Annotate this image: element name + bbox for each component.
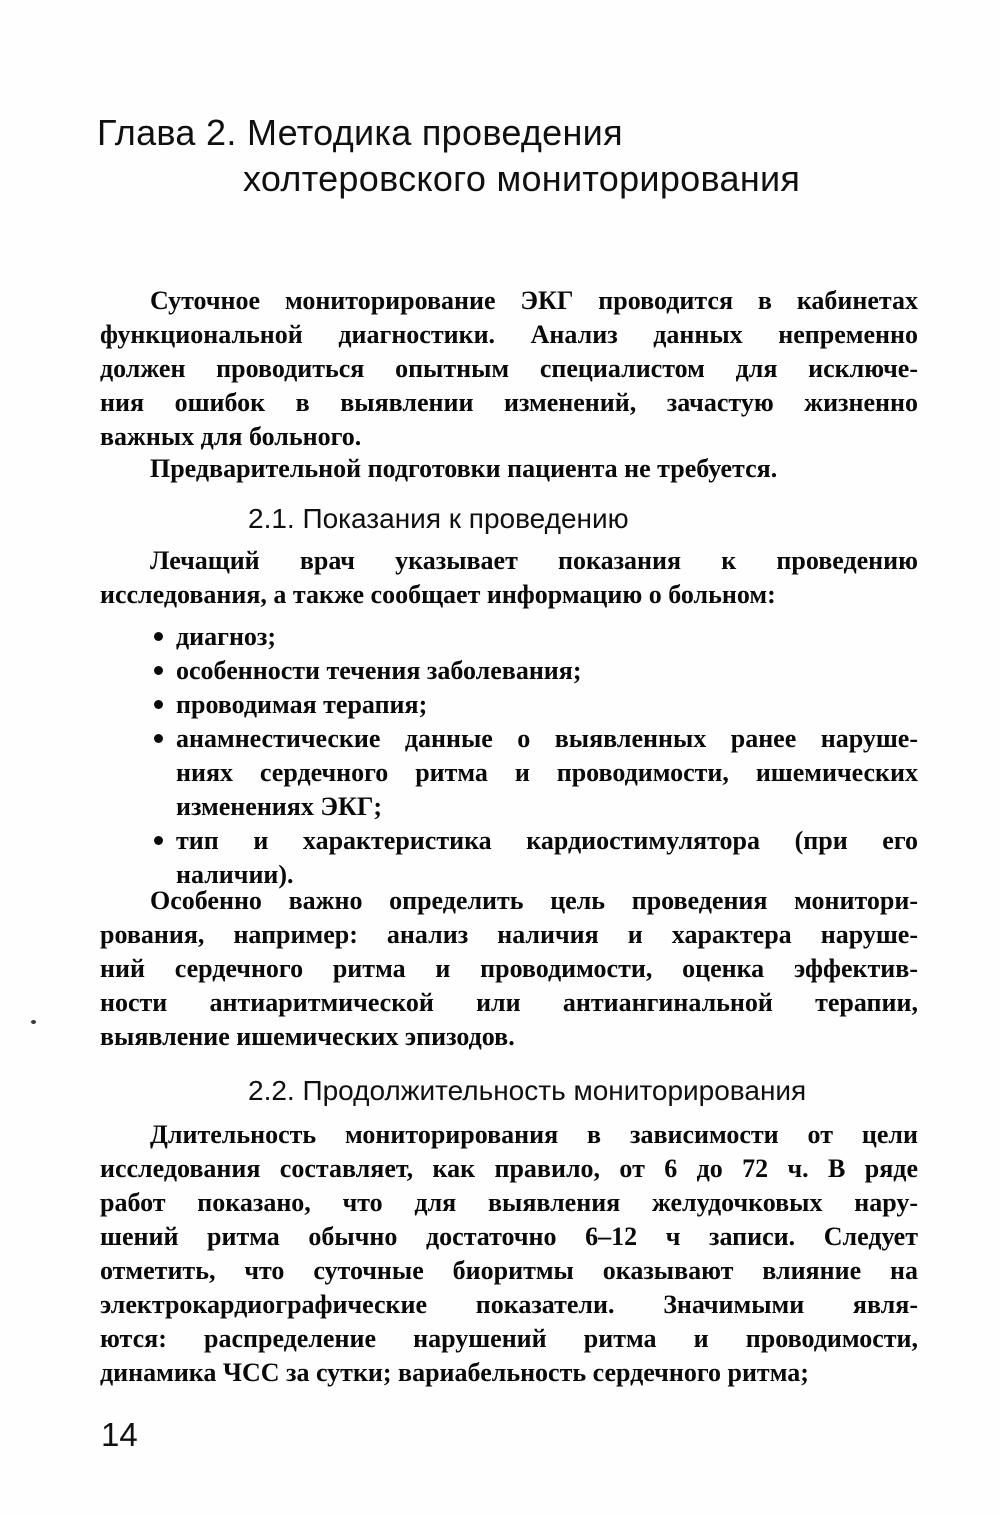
bullet-line: диагноз; (176, 622, 277, 651)
bullet-icon (154, 632, 163, 641)
bullet-item (100, 824, 918, 892)
text-line: Суточное мониторирование ЭКГ проводится в кабинетах (150, 286, 918, 315)
bullet-icon (154, 700, 163, 709)
text-line: работ показано, что для выявления желудочковых нару- (100, 1188, 918, 1217)
bullet-item (100, 654, 918, 688)
bullet-item (100, 688, 918, 722)
text-line: исследования, а также сообщает информацию о больном: (100, 580, 776, 609)
bullet-icon (154, 734, 163, 743)
text-line: Лечащий врач указывает показания к проведению (150, 546, 918, 575)
page-number: 14 (101, 1416, 138, 1453)
chapter-title (97, 110, 800, 202)
bullet-line: ниях сердечного ритма и проводимости, ишемических (176, 758, 918, 787)
bullet-line: проводимая терапия; (176, 690, 428, 719)
chapter-title-line-2: холтеровского мониторирования (243, 158, 801, 199)
chapter-title-line-1: Глава 2. Методика проведения (97, 112, 623, 153)
text-line: ния ошибок в выявлении изменений, зачастую жизненно (100, 388, 918, 417)
paragraph-5 (100, 1118, 918, 1390)
text-line: должен проводиться опытным специалистом для исключе- (100, 354, 918, 383)
text-line: Предварительной подготовки пациента не требуется. (150, 454, 778, 483)
scan-speck-dot (31, 1020, 36, 1024)
text-line: ний сердечного ритма и проводимости, оценка эффектив- (100, 954, 918, 983)
section-heading-2-2: 2.2. Продолжительность мониторирования (248, 1075, 807, 1106)
text-line: отметить, что суточные биоритмы оказывают влияние на (100, 1256, 918, 1285)
bullet-item (100, 620, 918, 654)
paragraph-3 (100, 544, 918, 612)
text-line: исследования составляет, как правило, от 6 до 72 ч. В ряде (100, 1154, 918, 1183)
text-line: Особенно важно определить цель проведения монитори- (150, 886, 918, 915)
paragraph-2 (100, 452, 918, 486)
text-line: функциональной диагностики. Анализ данных непременно (100, 320, 918, 349)
text-line: выявление ишемических эпизодов. (100, 1022, 515, 1051)
bullet-line: изменениях ЭКГ; (176, 792, 383, 821)
bullet-icon (154, 836, 163, 845)
bullet-icon (154, 666, 163, 675)
text-line: рования, например: анализ наличия и характера наруше- (100, 920, 918, 949)
text-line: ности антиаритмической или антиангинальной терапии, (100, 988, 918, 1017)
text-line: ются: распределение нарушений ритма и проводимости, (100, 1324, 918, 1353)
section-heading-2-1: 2.1. Показания к проведению (248, 503, 629, 534)
bullet-line: тип и характеристика кардиостимулятора (при его (176, 826, 918, 855)
bullet-line: наличии). (176, 860, 294, 889)
text-line: важных для больного. (100, 422, 362, 451)
bullet-item (100, 722, 918, 824)
text-line: электрокардиографические показатели. Значимыми явля- (100, 1290, 918, 1319)
paragraph-4 (100, 884, 918, 1054)
text-line: динамика ЧСС за сутки; вариабельность сердечного ритма; (100, 1358, 809, 1387)
text-line: шений ритма обычно достаточно 6–12 ч записи. Следует (100, 1222, 918, 1251)
text-line: Длительность мониторирования в зависимости от цели (150, 1120, 918, 1149)
bullet-line: анамнестические данные о выявленных ранее наруше- (176, 724, 918, 753)
paragraph-1 (100, 284, 918, 454)
bullet-list (100, 620, 918, 892)
bullet-line: особенности течения заболевания; (176, 656, 582, 685)
